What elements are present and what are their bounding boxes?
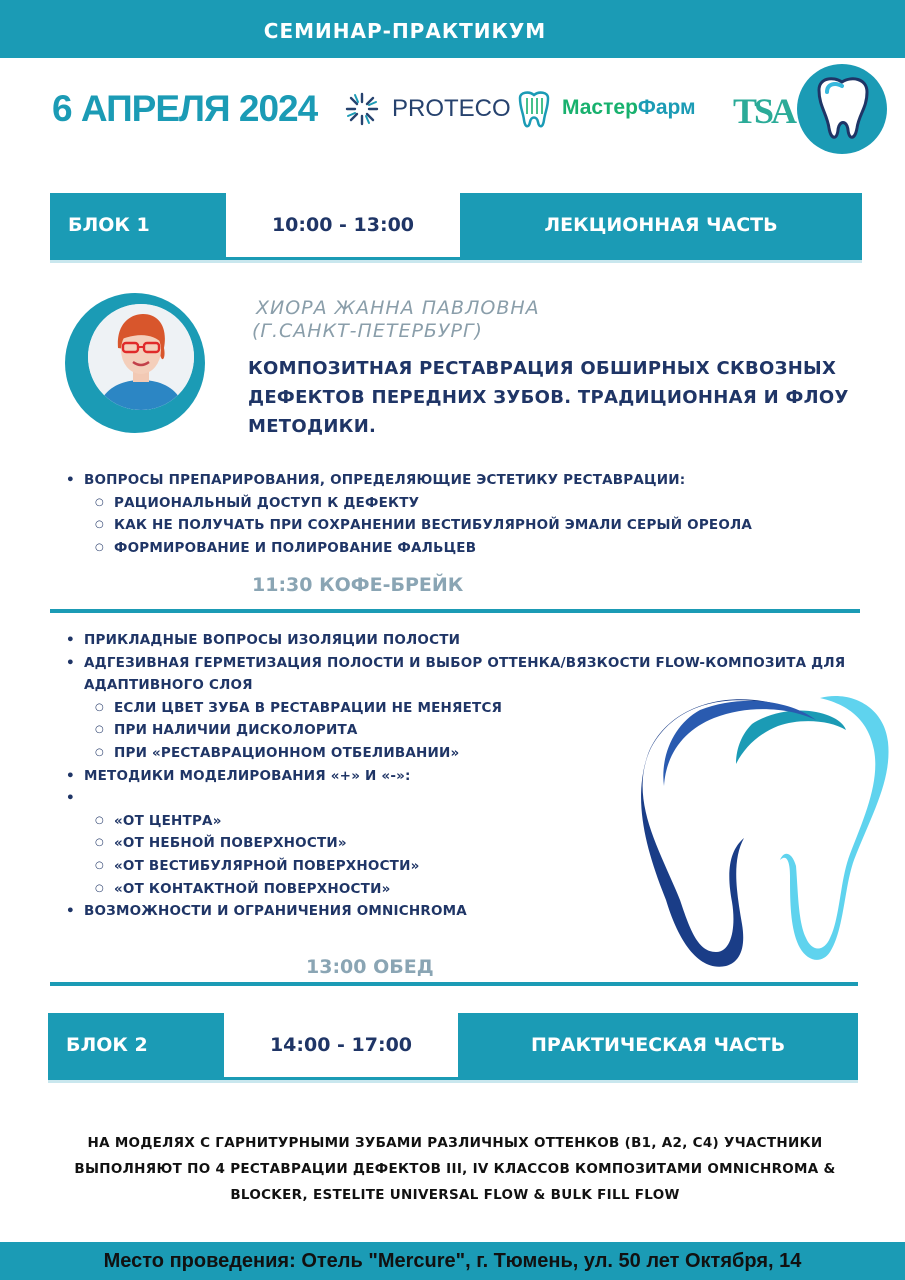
block2-label: БЛОК 2	[66, 1034, 148, 1056]
sub-bullet-item: ○ ФОРМИРОВАНИЕ И ПОЛИРОВАНИЕ ФАЛЬЦЕВ	[64, 537, 864, 560]
block1-title: ЛЕКЦИОННАЯ ЧАСТЬ	[544, 214, 778, 236]
sub-bullet-item: ○ ПРИ «РЕСТАВРАЦИОННОМ ОТБЕЛИВАНИИ»	[64, 742, 864, 765]
lecture-topic: КОМПОЗИТНАЯ РЕСТАВРАЦИЯ ОБШИРНЫХ СКВОЗНЫХ ДЕФЕКТОВ ПЕРЕДНИХ ЗУБОВ. ТРАДИЦИОННАЯ И ФЛОУ МЕТОДИКИ.	[248, 358, 849, 437]
speaker-city: (Г.САНКТ-ПЕТЕРБУРГ)	[252, 320, 483, 342]
sub-bullet-item: ○ ПРИ НАЛИЧИИ ДИСКОЛОРИТА	[64, 719, 864, 742]
sub-bullet-item: ○ «ОТ ЦЕНТРА»	[64, 810, 864, 833]
bullet-item: • МЕТОДИКИ МОДЕЛИРОВАНИЯ «+» И «-»:	[64, 765, 864, 788]
bullet-item: • ВОПРОСЫ ПРЕПАРИРОВАНИЯ, ОПРЕДЕЛЯЮЩИЕ ЭСТЕТИКУ РЕСТАВРАЦИИ:	[64, 469, 864, 492]
decorative-tooth-icon	[640, 690, 892, 972]
proteco-logo: PROTECO	[392, 95, 511, 122]
lunch-break: 13:00 ОБЕД	[306, 956, 434, 978]
sub-bullet-item: ○ ЕСЛИ ЦВЕТ ЗУБА В РЕСТАВРАЦИИ НЕ МЕНЯЕТСЯ	[64, 697, 864, 720]
header-title: СЕМИНАР-ПРАКТИКУМ	[263, 19, 547, 43]
footer-bar	[0, 1242, 905, 1280]
masterfarm-logo-part1: Мастер	[562, 96, 638, 119]
block1-label: БЛОК 1	[68, 214, 150, 236]
sub-bullet-item: ○ «ОТ КОНТАКТНОЙ ПОВЕРХНОСТИ»	[64, 878, 864, 901]
header-bar	[0, 0, 905, 58]
bullet-item: • АДГЕЗИВНАЯ ГЕРМЕТИЗАЦИЯ ПОЛОСТИ И ВЫБОР ОТТЕНКА/ВЯЗКОСТИ FLOW-КОМПОЗИТА ДЛЯ АДАПТИВНОГО СЛОЯ	[64, 652, 864, 697]
proteco-logo-icon	[345, 92, 379, 126]
sub-bullet-item: ○ «ОТ НЕБНОЙ ПОВЕРХНОСТИ»	[64, 832, 864, 855]
bullet-item: • ПРИКЛАДНЫЕ ВОПРОСЫ ИЗОЛЯЦИИ ПОЛОСТИ	[64, 629, 864, 652]
masterfarm-logo-part2: Фарм	[637, 96, 696, 119]
bullet-item: • ВОЗМОЖНОСТИ И ОГРАНИЧЕНИЯ OMNICHROMA	[64, 900, 864, 923]
practice-description: НА МОДЕЛЯХ С ГАРНИТУРНЫМИ ЗУБАМИ РАЗЛИЧНЫХ ОТТЕНКОВ (B1, A2, C4) УЧАСТНИКИ ВЫПОЛНЯЮТ ПО 4 РЕСТАВРАЦИИ ДЕФЕКТОВ III, IV КЛАССОВ КОМПОЗИТАМИ OMNICHROMA & BLOCKER, ESTELITE UNIVERSAL FLOW & BULK FILL FLOW	[74, 1135, 836, 1203]
divider-1	[50, 609, 860, 613]
event-date: 6 АПРЕЛЯ 2024	[52, 88, 318, 129]
sub-bullet-item: ○ РАЦИОНАЛЬНЫЙ ДОСТУП К ДЕФЕКТУ	[64, 492, 864, 515]
sub-bullet-item: ○ КАК НЕ ПОЛУЧАТЬ ПРИ СОХРАНЕНИИ ВЕСТИБУЛЯРНОЙ ЭМАЛИ СЕРЫЙ ОРЕОЛА	[64, 514, 864, 537]
coffee-break: 11:30 КОФЕ-БРЕЙК	[252, 574, 464, 596]
speaker-avatar	[88, 304, 194, 410]
divider-2	[50, 982, 858, 986]
block2-time: 14:00 - 17:00	[224, 1013, 458, 1077]
masterfarm-tooth-icon	[515, 90, 553, 130]
masterfarm-logo	[562, 96, 696, 120]
block1-row	[50, 193, 862, 263]
block1-time: 10:00 - 13:00	[226, 193, 460, 257]
tsa-logo: TSA	[733, 91, 795, 131]
block2-title: ПРАКТИЧЕСКАЯ ЧАСТЬ	[530, 1034, 786, 1056]
lecture-outline-1	[64, 469, 864, 559]
speaker-name: ХИОРА ЖАННА ПАВЛОВНА	[256, 297, 540, 319]
sub-bullet-item: ○ «ОТ ВЕСТИБУЛЯРНОЙ ПОВЕРХНОСТИ»	[64, 855, 864, 878]
tooth-badge-icon	[797, 64, 887, 154]
venue-text: Место проведения: Отель "Mercure", г. Тюмень, ул. 50 лет Октября, 14	[103, 1250, 802, 1272]
block2-row	[48, 1013, 858, 1083]
